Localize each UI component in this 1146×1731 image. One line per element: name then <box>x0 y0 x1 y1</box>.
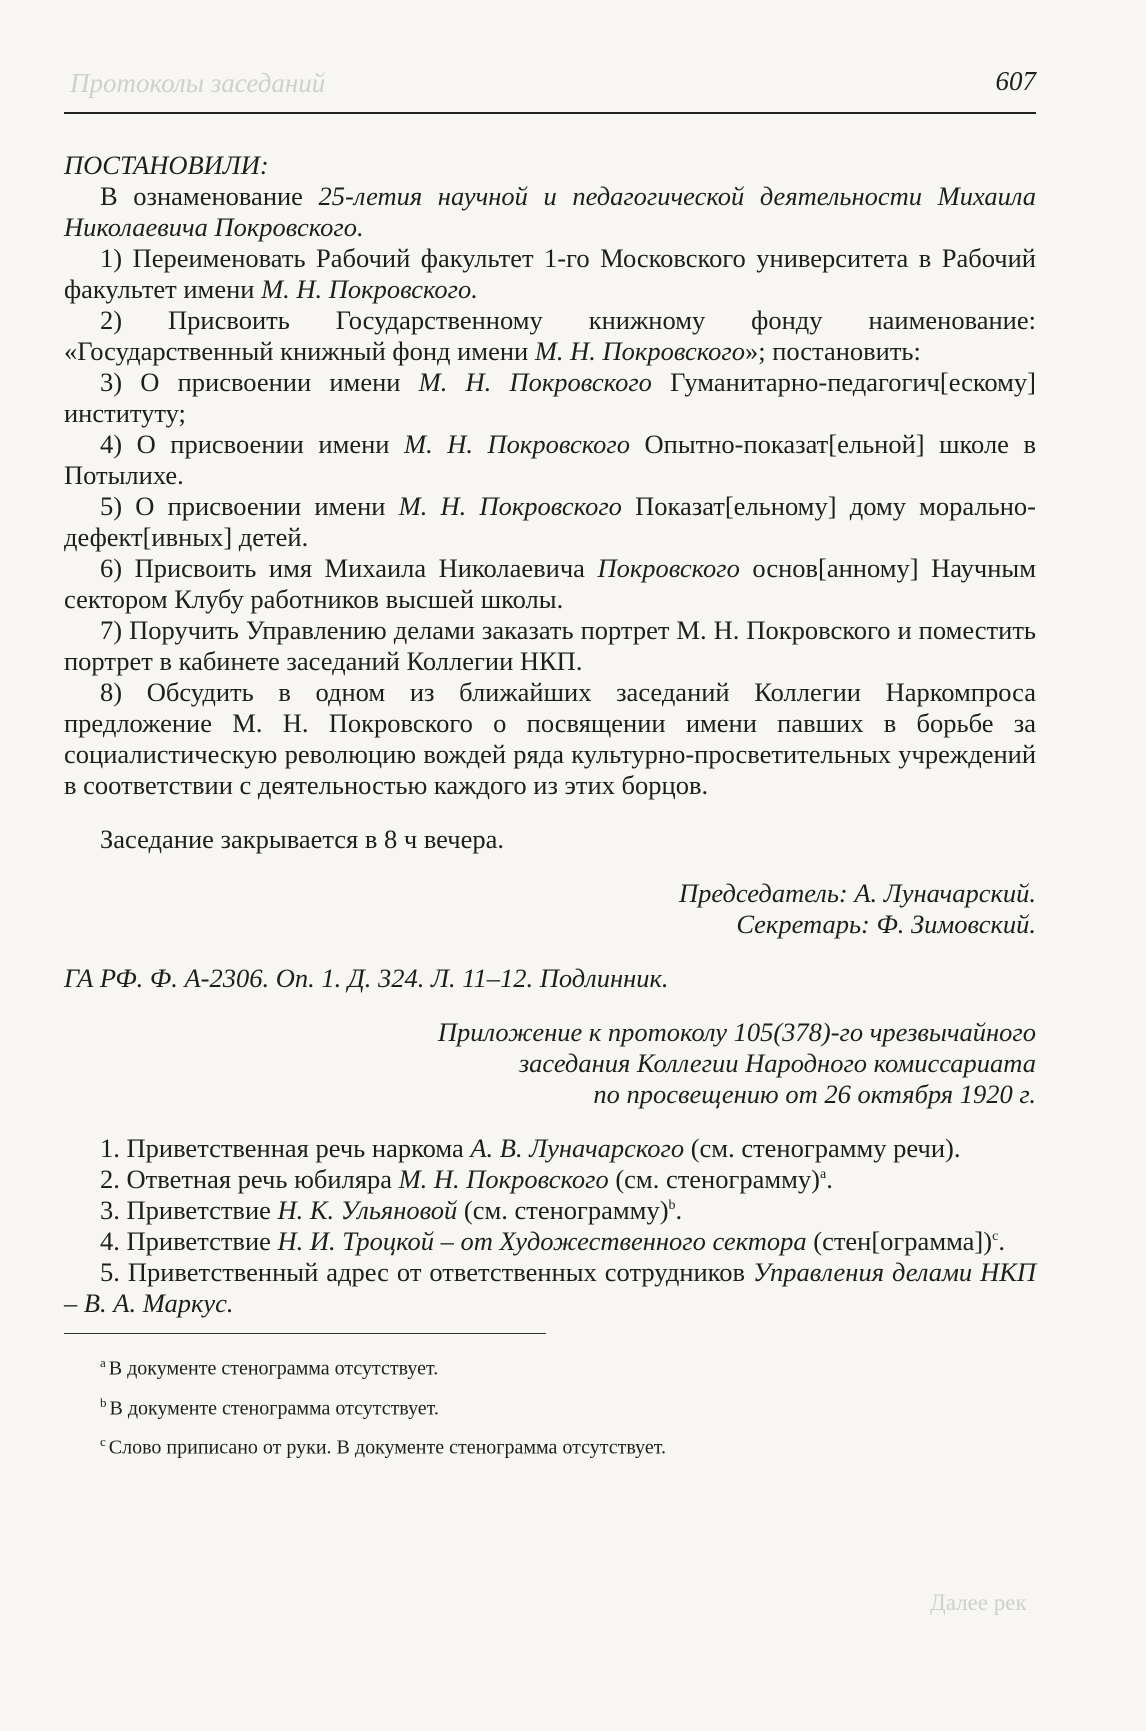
item-text: 2. Ответная речь юбиляра <box>100 1164 399 1194</box>
footnote-text: В документе стенограмма отсутствует. <box>108 1357 439 1380</box>
item-text: 3) О присвоении имени <box>100 367 419 397</box>
item-text-end: (стен[ограмма]) <box>806 1226 993 1256</box>
footnote-ref: b <box>668 1198 676 1214</box>
closing-line: Заседание закрывается в 8 ч вечера. <box>100 824 505 854</box>
item-italic: Н. И. Троцкой – от Художественного сектора <box>277 1226 807 1256</box>
resolution-item-8 <box>64 677 1036 801</box>
item-text: 8) Обсудить в одном из ближайших заседаний Коллегии Наркомпроса предложение М. Н. Покровского о посвящении имени павших в борьбе за социалистическую революцию вождей ряда культурно-просветительных учреждений в соответствии с деятельностью каждого из этих борцов. <box>64 677 1036 800</box>
appendix-item-2: 2. Ответная речь юбиляра М. Н. Покровского (см. стенограмму)$^a$. <box>100 1164 833 1194</box>
item-italic: М. Н. Покровского <box>418 367 652 397</box>
footnote-ref: a <box>819 1167 827 1183</box>
footnote-mark: c <box>100 1434 106 1450</box>
appendix-title-line-1: Приложение к протоколу 105(378)-го чрезвычайного <box>437 1017 1036 1047</box>
footnote-text: В документе стенограмма отсутствует. <box>109 1397 439 1420</box>
footnote-mark: b <box>100 1394 107 1410</box>
item-italic: Управления делами НКП – В. А. Маркус. <box>64 1257 1036 1318</box>
footnote-mark: a <box>100 1355 106 1370</box>
resolution-item-7 <box>64 615 1036 677</box>
item-italic: А. В. Луначарского <box>470 1133 685 1163</box>
item-text-end: Опытно-показат[ельной] школе в Потылихе. <box>64 429 1036 490</box>
item-text: 5) О присвоении имени <box>100 491 399 521</box>
footnote-c <box>64 1425 1036 1465</box>
item-text: 1. Приветственная речь наркома <box>100 1133 471 1163</box>
footnote-text: Слово приписано от руки. В документе стенограмма отсутствует. <box>108 1436 666 1459</box>
resolution-item-6 <box>64 553 1036 615</box>
secretary-signature: Секретарь: Ф. Зимовский. <box>736 909 1036 939</box>
item-text-end: (см. стенограмму) <box>608 1164 820 1194</box>
item-text: 6) Присвоить имя Михаила Николаевича <box>100 553 598 583</box>
item-italic: М. Н. Покровского <box>404 429 630 459</box>
appendix-title-line-3: по просвещению от 26 октября 1920 г. <box>593 1079 1036 1109</box>
archive-reference: ГА РФ. Ф. А-2306. Оп. 1. Д. 324. Л. 11–12. Подлинник. <box>64 963 669 993</box>
appendix-item-5 <box>64 1257 1036 1319</box>
item-text-end: (см. стенограмму) <box>457 1195 669 1225</box>
intro-text: В ознаменование <box>100 181 319 211</box>
item-text: 7) Поручить Управлению делами заказать портрет М. Н. Покровского и поместить портрет в кабинете заседаний Коллегии НКП. <box>64 615 1036 676</box>
item-text-end: Показат[ельному] дому морально-дефект[ивных] детей. <box>64 491 1036 552</box>
main-text <box>64 150 1036 1465</box>
intro-italic: 25-летия научной и педагогической деятельности Михаила Николаевича Покровского. <box>64 181 1036 242</box>
item-italic: М. Н. Покровского <box>534 336 745 366</box>
item-text: 2) Присвоить Государственному книжному фонду наименование: «Государственный книжный фонд имени <box>64 305 1036 366</box>
footnote-b <box>64 1386 1036 1426</box>
item-italic: Покровского <box>597 553 740 583</box>
item-text: 4. Приветствие <box>100 1226 278 1256</box>
bleed-through-fragment: Далее рек <box>930 1590 1027 1615</box>
resolution-item-1 <box>64 243 1036 305</box>
item-text: 4) О присвоении имени <box>100 429 405 459</box>
appendix-item-1 <box>64 1133 1036 1164</box>
resolution-item-3 <box>64 367 1036 429</box>
chairman-signature: Председатель: А. Луначарский. <box>679 878 1036 908</box>
bleed-through-running-title: Протоколы заседаний <box>70 68 326 98</box>
appendix-item-4: 4. Приветствие Н. И. Троцкой – от Художественного сектора (стен[ограмма])$^c$. <box>100 1226 1005 1256</box>
item-text-end: (см. стенограмму речи). <box>684 1133 961 1163</box>
item-italic: М. Н. Покровского. <box>261 274 478 304</box>
item-text-end: основ[анному] Научным сектором Клубу работников высшей школы. <box>64 553 1036 614</box>
appendix-item-3: 3. Приветствие Н. К. Ульяновой (см. стенограмму)$^b$. <box>100 1195 683 1225</box>
section-heading: ПОСТАНОВИЛИ: <box>64 150 269 180</box>
footnote-ref: c <box>992 1229 999 1245</box>
page-number: 607 <box>995 66 1036 96</box>
item-italic: М. Н. Покровского <box>398 1164 609 1194</box>
appendix-title-line-2: заседания Коллегии Народного комиссариата <box>518 1048 1036 1078</box>
item-italic: М. Н. Покровского <box>398 491 622 521</box>
resolution-item-2 <box>64 305 1036 367</box>
intro-paragraph <box>64 181 1036 243</box>
header-rule <box>64 112 1036 114</box>
footnote-rule <box>64 1333 546 1334</box>
item-text: 5. Приветственный адрес от ответственных сотрудников <box>100 1257 753 1287</box>
item-text-end: »; постановить: <box>744 336 921 366</box>
item-text: 1) Переименовать Рабочий факультет 1-го Московского университета в Рабочий факультет имени <box>64 243 1036 304</box>
footnote-a <box>64 1346 1036 1386</box>
item-text-end: Гуманитарно-педагогич[ескому] институту; <box>64 367 1036 428</box>
item-text: 3. Приветствие <box>100 1195 278 1225</box>
resolution-item-5 <box>64 491 1036 553</box>
item-italic: Н. К. Ульяновой <box>277 1195 458 1225</box>
resolution-item-4 <box>64 429 1036 491</box>
